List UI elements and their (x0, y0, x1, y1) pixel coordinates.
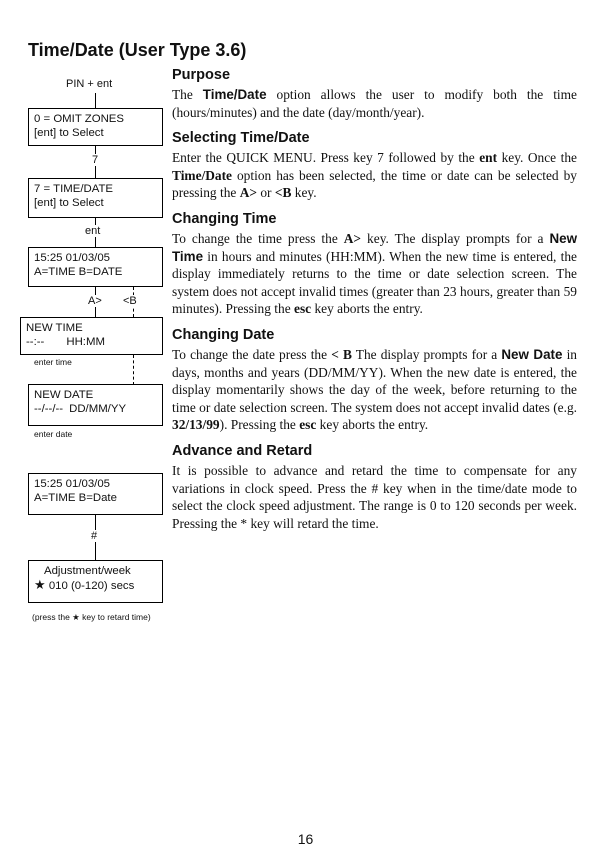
page-title: Time/Date (User Type 3.6) (28, 40, 247, 60)
section-heading: Changing Date (172, 326, 275, 343)
section-changing-time (172, 210, 577, 318)
body-bold: Time/Date (202, 87, 267, 102)
display-line: [ent] to Select (34, 127, 104, 139)
body-bold: ent (479, 150, 498, 166)
display-line: NEW DATE (34, 389, 94, 401)
display-line: --:-- (26, 336, 45, 348)
section-heading: Changing Time (172, 210, 277, 227)
section-changing-date (172, 326, 577, 434)
enter-time-note: enter time (34, 357, 72, 367)
display-line: [ent] to Select (34, 197, 104, 209)
section-heading: Selecting Time/Date (172, 130, 310, 147)
body-text: in days, months and years (DD/MM/YY). When the new date is entered, the display momentarily shows the day of the week, before returning to the time or date selection screen. The system does not accept invalid dates (e.g. (172, 346, 577, 415)
body-bold: < B (331, 346, 352, 362)
body-bold: New Time (172, 230, 577, 264)
footnote-text: key to retard time) (82, 612, 151, 622)
body-text: Enter the QUICK MENU. Press key 7 followed by the (172, 150, 480, 166)
body-bold: esc (299, 417, 317, 433)
body-text: The (172, 87, 203, 102)
pin-ent-label: PIN + ent (66, 78, 113, 90)
section-body: It is possible to advance and retard the time to compensate for any variations in clock speed. Press the # key when in the time/date mode to select the clock speed adjustment. The range is 0 to 120 seconds per week. Pressing the * key will retard the time. (172, 462, 577, 531)
display-omit-zones (28, 108, 163, 146)
key-a-label: A> (88, 295, 102, 307)
body-bold: 32/13/99 (172, 417, 220, 433)
display-time-date-adjust (28, 473, 163, 515)
display-new-time (20, 317, 163, 355)
main-content (172, 66, 577, 540)
body-text: To change the time press the (172, 230, 344, 246)
body-text: or (257, 185, 275, 201)
dashed-connector (133, 355, 134, 385)
body-text: option has been selected, the time or date can be selected by pressing the (172, 167, 577, 201)
body-text: key aborts the entry. (311, 301, 423, 317)
body-text: key. Once the (497, 150, 577, 166)
body-bold: A> (343, 230, 362, 246)
display-line: 15:25 01/03/05 (34, 478, 111, 490)
display-line: --/--/-- (34, 403, 64, 415)
retard-footnote (32, 612, 151, 623)
body-text: ). Pressing the (219, 417, 300, 433)
body-text: in hours and minutes (HH:MM). When the new time is entered, the display immediately returns to the time or date selection screen. The system does not accept invalid times (greater than 23 hours, greater than 59 minutes). Pressing the (172, 248, 577, 317)
display-line: 7 = TIME/DATE (34, 183, 114, 195)
star-key-icon: ★ (34, 577, 46, 592)
body-text: The display prompts for a (351, 346, 502, 362)
body-text: key. (291, 185, 317, 201)
body-text: To change the date press the (172, 346, 332, 362)
section-heading: Purpose (172, 67, 231, 83)
section-body (172, 86, 577, 121)
section-advance-retard (172, 442, 577, 532)
body-text: option allows the user to modify both the time (hours/minutes) and the date (day/month/year). (172, 87, 578, 120)
body-bold: New Date (501, 346, 563, 362)
display-line: 010 (0-120) secs (48, 580, 135, 592)
display-line: A=TIME B=Date (34, 492, 117, 504)
section-selecting-time-date (172, 129, 577, 202)
body-bold: A> (239, 185, 257, 201)
page-number: 16 (297, 831, 314, 847)
display-line: 15:25 01/03/05 (34, 252, 111, 264)
footnote-text: (press the (32, 612, 70, 622)
display-adjustment-week (28, 560, 163, 603)
body-bold: esc (294, 301, 312, 317)
display-line: NEW TIME (26, 322, 83, 334)
body-bold: <B (274, 185, 292, 201)
display-line: 0 = OMIT ZONES (34, 113, 124, 125)
display-new-date (28, 384, 163, 426)
key-hash-label: # (91, 530, 98, 542)
enter-date-note: enter date (34, 429, 73, 439)
section-body (172, 230, 577, 318)
section-body (172, 346, 577, 434)
star-key-icon: ★ (72, 612, 80, 622)
body-text: key aborts the entry. (316, 417, 429, 433)
section-heading: Advance and Retard (172, 442, 313, 459)
flow-diagram (0, 0, 170, 700)
section-body (172, 149, 577, 202)
display-time-date-menu (28, 178, 163, 218)
key-b-label: <B (123, 295, 137, 307)
section-purpose (172, 66, 577, 121)
display-line: A=TIME B=DATE (34, 266, 123, 278)
connector-line (95, 93, 96, 109)
key-ent-label: ent (85, 225, 101, 237)
display-line: DD/MM/YY (69, 403, 127, 415)
body-text: key. The display prompts for a (361, 230, 550, 246)
display-line: HH:MM (66, 336, 105, 348)
key-7-label: 7 (92, 154, 99, 166)
display-time-date-select (28, 247, 163, 287)
display-line: Adjustment/week (44, 565, 131, 577)
body-bold: Time/Date (172, 167, 232, 183)
